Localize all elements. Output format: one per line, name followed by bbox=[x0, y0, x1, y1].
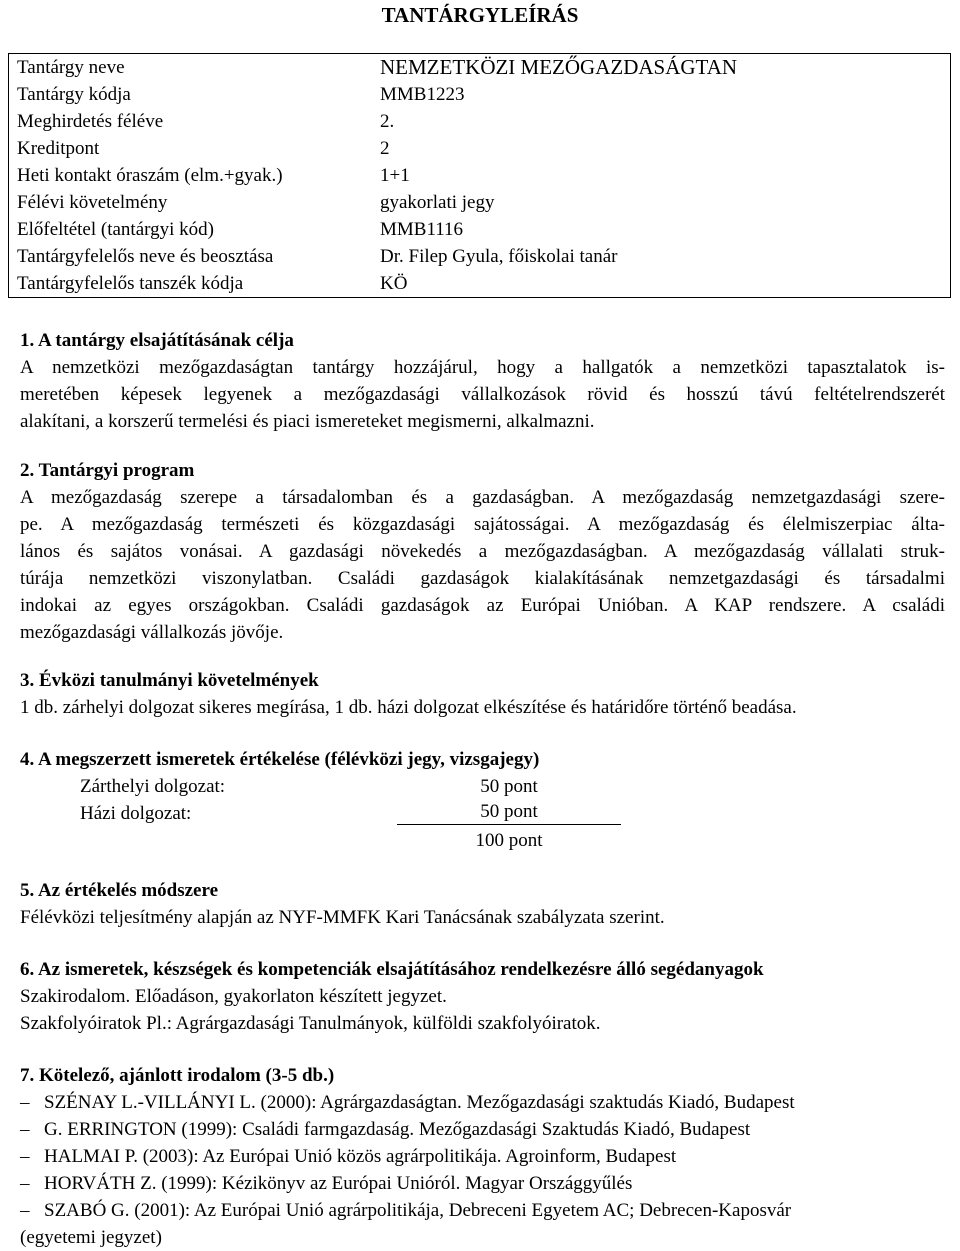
info-value: MMB1116 bbox=[380, 219, 464, 240]
info-value: NEMZETKÖZI MEZŐGAZDASÁGTAN bbox=[380, 55, 738, 79]
paragraph-line: pe. A mezőgazdaság természeti és közgazdasági sajátosságai. A mezőgazdaság és élelmiszerpiac álta- bbox=[20, 514, 945, 535]
dash-bullet-icon: – bbox=[20, 1173, 30, 1194]
section-evaluation bbox=[20, 746, 945, 856]
dash-bullet-icon: – bbox=[20, 1119, 30, 1140]
info-label: Tantárgyfelelős neve és beosztása bbox=[17, 246, 274, 267]
info-value: KÖ bbox=[380, 273, 408, 294]
literature-continuation: (egyetemi jegyzet) bbox=[20, 1227, 162, 1248]
literature-text: SZÉNAY L.-VILLÁNYI L. (2000): Agrárgazdaságtan. Mezőgazdasági szaktudás Kiadó, Budapest bbox=[44, 1092, 795, 1113]
info-row-responsible bbox=[9, 243, 950, 270]
paragraph-line: túrája nemzetközi viszonylatban. Családi gazdaságok kialakításának nemzetgazdasági és társadalmi bbox=[20, 568, 945, 589]
section-heading: 7. Kötelező, ajánlott irodalom (3-5 db.) bbox=[20, 1065, 335, 1086]
section-objective bbox=[20, 327, 945, 435]
section-heading: 5. Az értékelés módszere bbox=[20, 880, 219, 901]
paragraph-line: A nemzetközi mezőgazdaságtan tantárgy hozzájárul, hogy a hallgatók a nemzetközi tapasztalatok is- bbox=[20, 357, 945, 378]
section-heading: 4. A megszerzett ismeretek értékelése (félévközi jegy, vizsgajegy) bbox=[20, 749, 540, 770]
literature-text: SZABÓ G. (2001): Az Európai Unió agrárpolitikája, Debreceni Egyetem AC; Debrecen-Kaposvár bbox=[44, 1200, 792, 1221]
info-row-subject-code bbox=[9, 81, 950, 108]
info-label: Kreditpont bbox=[17, 138, 100, 159]
paragraph-line: alakítani, a korszerű termelési és piaci ismereteket megismerni, alkalmazni. bbox=[20, 411, 595, 432]
paragraph-line: indokai az egyes országokban. Családi gazdaságok az Európai Unióban. A KAP rendszere. A családi bbox=[20, 595, 945, 616]
paragraph-line: Szakfolyóiratok Pl.: Agrárgazdasági Tanulmányok, külföldi szakfolyóiratok. bbox=[20, 1013, 601, 1034]
info-label: Tantárgy neve bbox=[17, 57, 125, 78]
info-label: Előfeltétel (tantárgyi kód) bbox=[17, 219, 214, 240]
eval-label: Zárthelyi dolgozat: bbox=[80, 776, 226, 797]
paragraph-line: Félévközi teljesítmény alapján az NYF-MMFK Kari Tanácsának szabályzata szerint. bbox=[20, 907, 665, 928]
dash-bullet-icon: – bbox=[20, 1092, 30, 1113]
section-heading: 3. Évközi tanulmányi követelmények bbox=[20, 670, 319, 691]
info-row-requirement bbox=[9, 189, 950, 216]
section-heading: 2. Tantárgyi program bbox=[20, 460, 195, 481]
literature-text: G. ERRINGTON (1999): Családi farmgazdaság. Mezőgazdasági Szaktudás Kiadó, Budapest bbox=[44, 1119, 751, 1140]
info-label: Tantárgy kódja bbox=[17, 84, 131, 105]
paragraph-line: meretében képesek legyenek a mezőgazdasági vállalkozások rövid és hosszú távú feltételrendszerét bbox=[20, 384, 945, 405]
subject-info-table bbox=[8, 53, 951, 298]
section-literature bbox=[20, 1062, 945, 1251]
section-method bbox=[20, 877, 945, 931]
info-row-semester bbox=[9, 108, 950, 135]
dash-bullet-icon: – bbox=[20, 1200, 30, 1221]
info-value: 1+1 bbox=[380, 165, 410, 186]
info-label: Félévi követelmény bbox=[17, 192, 168, 213]
paragraph-line: lános és sajátos vonásai. A gazdasági növekedés a mezőgazdaságban. A mezőgazdaság vállalati struk- bbox=[20, 541, 945, 562]
section-heading: 1. A tantárgy elsajátításának célja bbox=[20, 330, 294, 351]
literature-item bbox=[20, 1116, 945, 1143]
paragraph-line: A mezőgazdaság szerepe a társadalomban és a gazdaságban. A mezőgazdaság nemzetgazdasági szere- bbox=[20, 487, 945, 508]
info-value: 2 bbox=[380, 138, 390, 159]
info-row-department bbox=[9, 270, 950, 297]
info-value: 2. bbox=[380, 111, 395, 132]
literature-text: HALMAI P. (2003): Az Európai Unió közös agrárpolitikája. Agroinform, Budapest bbox=[44, 1146, 677, 1167]
literature-item bbox=[20, 1197, 945, 1224]
section-requirements bbox=[20, 667, 945, 721]
eval-label: Házi dolgozat: bbox=[80, 803, 192, 824]
paragraph-line: 1 db. zárhelyi dolgozat sikeres megírása, 1 db. házi dolgozat elkészítése és határidőre történő beadása. bbox=[20, 697, 797, 718]
paragraph-line: Szakirodalom. Előadáson, gyakorlaton készített jegyzet. bbox=[20, 986, 447, 1007]
info-row-contact-hours bbox=[9, 162, 950, 189]
eval-value: 50 pont bbox=[480, 776, 538, 797]
section-heading: 6. Az ismeretek, készségek és kompetenciák elsajátításához rendelkezésre álló segédanyagok bbox=[20, 959, 764, 980]
literature-item bbox=[20, 1170, 945, 1197]
eval-value: 50 pont bbox=[397, 800, 621, 825]
info-value: gyakorlati jegy bbox=[380, 192, 495, 213]
info-row-prerequisite bbox=[9, 216, 950, 243]
literature-text: HORVÁTH Z. (1999): Kézikönyv az Európai Unióról. Magyar Országgyűlés bbox=[44, 1173, 633, 1194]
document-title: TANTÁRGYLEÍRÁS bbox=[381, 3, 579, 27]
eval-total: 100 pont bbox=[475, 830, 543, 851]
info-row-subject-name bbox=[9, 54, 950, 81]
info-label: Heti kontakt óraszám (elm.+gyak.) bbox=[17, 165, 283, 186]
info-value: Dr. Filep Gyula, főiskolai tanár bbox=[380, 246, 618, 267]
section-materials bbox=[20, 956, 945, 1037]
info-value: MMB1223 bbox=[380, 84, 465, 105]
literature-item bbox=[20, 1089, 945, 1116]
paragraph-line: mezőgazdasági vállalkozás jövője. bbox=[20, 622, 284, 643]
literature-item bbox=[20, 1143, 945, 1170]
dash-bullet-icon: – bbox=[20, 1146, 30, 1167]
info-label: Meghirdetés féléve bbox=[17, 111, 164, 132]
info-label: Tantárgyfelelős tanszék kódja bbox=[17, 273, 244, 294]
info-row-credits bbox=[9, 135, 950, 162]
section-program bbox=[20, 457, 945, 646]
